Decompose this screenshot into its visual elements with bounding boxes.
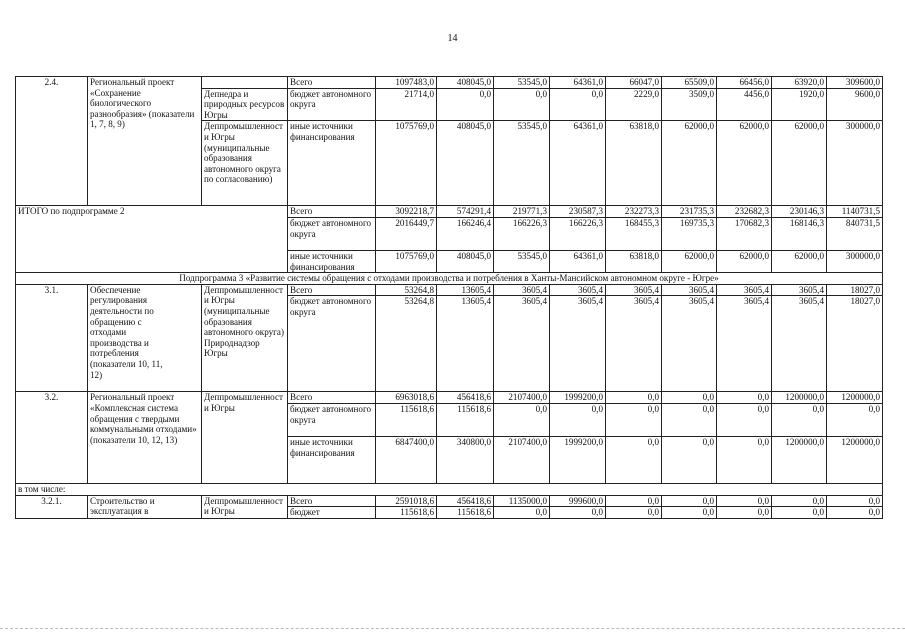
table-row: бюджет 115618,6 115618,6 0,0 0,0 0,0 0,0 0,0 0,0 0,0 [16,507,883,519]
row-number: 2.4. [16,77,88,206]
table-row: ИТОГО по подпрограмме 2 Всего 3092218,7 574291,4 219771,3 230587,3 232273,3 231735,3 232682,3 230146,3 1140731,5 [16,206,883,218]
row-number: 3.2. [16,392,88,484]
table-row: 2.4. Региональный проект «Сохранение биологического разнообразия» (показатели 1, 7, 8, 9) Всего 1097483,0 408045,0 53545,0 64361,0 66047,0 65509,0 66456,0 63920,0 309600,0 [16,77,883,89]
budget-table [15,76,883,519]
source-cell: Всего [288,495,376,507]
source-cell: бюджет автономного округа [288,296,376,392]
subprogram-title: Подпрограмма 3 «Развитие системы обращения с отходами производства и потребления в Ханты-Мансийском автономном округе - Югре» [16,273,883,285]
row-executor: Деппромышленности Югры [202,495,288,518]
source-cell: бюджет автономного округа [288,403,376,436]
table-row [16,483,883,495]
source-cell: Всего [288,206,376,218]
row-name: Региональный проект «Комплексная система обращения с твердыми коммунальными отходами» (показатели 10, 12, 13) [88,392,202,484]
source-cell: иные источники финансирования [288,121,376,206]
source-cell: бюджет [288,507,376,519]
table-row: 3.2.1. Строительство и эксплуатация в Деппромышленности Югры Всего 2591018,6 456418,6 1135000,0 999600,0 0,0 0,0 0,0 0,0 0,0 [16,495,883,507]
row-executor: Деппромышленности Югры [202,392,288,484]
page-number: 14 [447,33,458,44]
source-cell: иные источники финансирования [288,250,376,272]
including-label: в том числе: [16,483,883,495]
row-executor [202,77,288,89]
source-cell: Всего [288,77,376,89]
source-cell: бюджет автономного округа [288,217,376,250]
scan-edge-line [0,628,905,629]
source-cell: бюджет автономного округа [288,88,376,121]
row-executor: Деппромышленности Югры (муниципальные образования автономного округа по согласованию) [202,121,288,206]
source-cell: иные источники финансирования [288,436,376,483]
row-number: 3.2.1. [16,495,88,518]
table-row: Деппромышленности Югры (муниципальные образования автономного округа по согласованию) иные источники финансирования 1075769,0 408045,0 53545,0 64361,0 63818,0 62000,0 62000,0 62000,0 300000,0 [16,121,883,206]
table-row: бюджет автономного округа 2016449,7 166246,4 166226,3 166226,3 168455,3 169735,3 170682,3 168146,3 840731,5 [16,217,883,250]
table-row: 3.1. Обеспечение регулирования деятельности по обращению с отходами производства и потребления (показатели 10, 11, 12) Деппромышленности Югры (муниципальные образования автономного округа) Природнадзор Югры Всего 53264,8 13605,4 3605,4 3605,4 3605,4 3605,4 3605,4 3605,4 18027,0 [16,284,883,296]
subtotal-label: ИТОГО по подпрограмме 2 [16,206,288,273]
table-row: бюджет автономного округа 115618,6 115618,6 0,0 0,0 0,0 0,0 0,0 0,0 0,0 [16,403,883,436]
table-row [16,273,883,285]
table-row: 3.2. Региональный проект «Комплексная система обращения с твердыми коммунальными отходами» (показатели 10, 12, 13) Деппромышленности Югры Всего 6963018,6 456418,6 2107400,0 1999200,0 0,0 0,0 0,0 1200000,0 1200000,0 [16,392,883,404]
row-number: 3.1. [16,284,88,392]
row-name: Строительство и эксплуатация в [88,495,202,518]
table-row: иные источники финансирования 1075769,0 408045,0 53545,0 64361,0 63818,0 62000,0 62000,0 62000,0 300000,0 [16,250,883,272]
table-row: иные источники финансирования 6847400,0 340800,0 2107400,0 1999200,0 0,0 0,0 0,0 1200000,0 1200000,0 [16,436,883,483]
source-cell: Всего [288,284,376,296]
table-row: Депнедра и природных ресурсов Югры бюджет автономного округа 21714,0 0,0 0,0 0,0 2229,0 3509,0 4456,0 1920,0 9600,0 [16,88,883,121]
row-executor: Деппромышленности Югры (муниципальные образования автономного округа) Природнадзор Югры [202,284,288,392]
table-row: бюджет автономного округа 53264,8 13605,4 3605,4 3605,4 3605,4 3605,4 3605,4 3605,4 18027,0 [16,296,883,392]
row-executor: Депнедра и природных ресурсов Югры [202,88,288,121]
row-name: Обеспечение регулирования деятельности по обращению с отходами производства и потребления (показатели 10, 11, 12) [88,284,202,392]
row-name: Региональный проект «Сохранение биологического разнообразия» (показатели 1, 7, 8, 9) [88,77,202,206]
source-cell: Всего [288,392,376,404]
